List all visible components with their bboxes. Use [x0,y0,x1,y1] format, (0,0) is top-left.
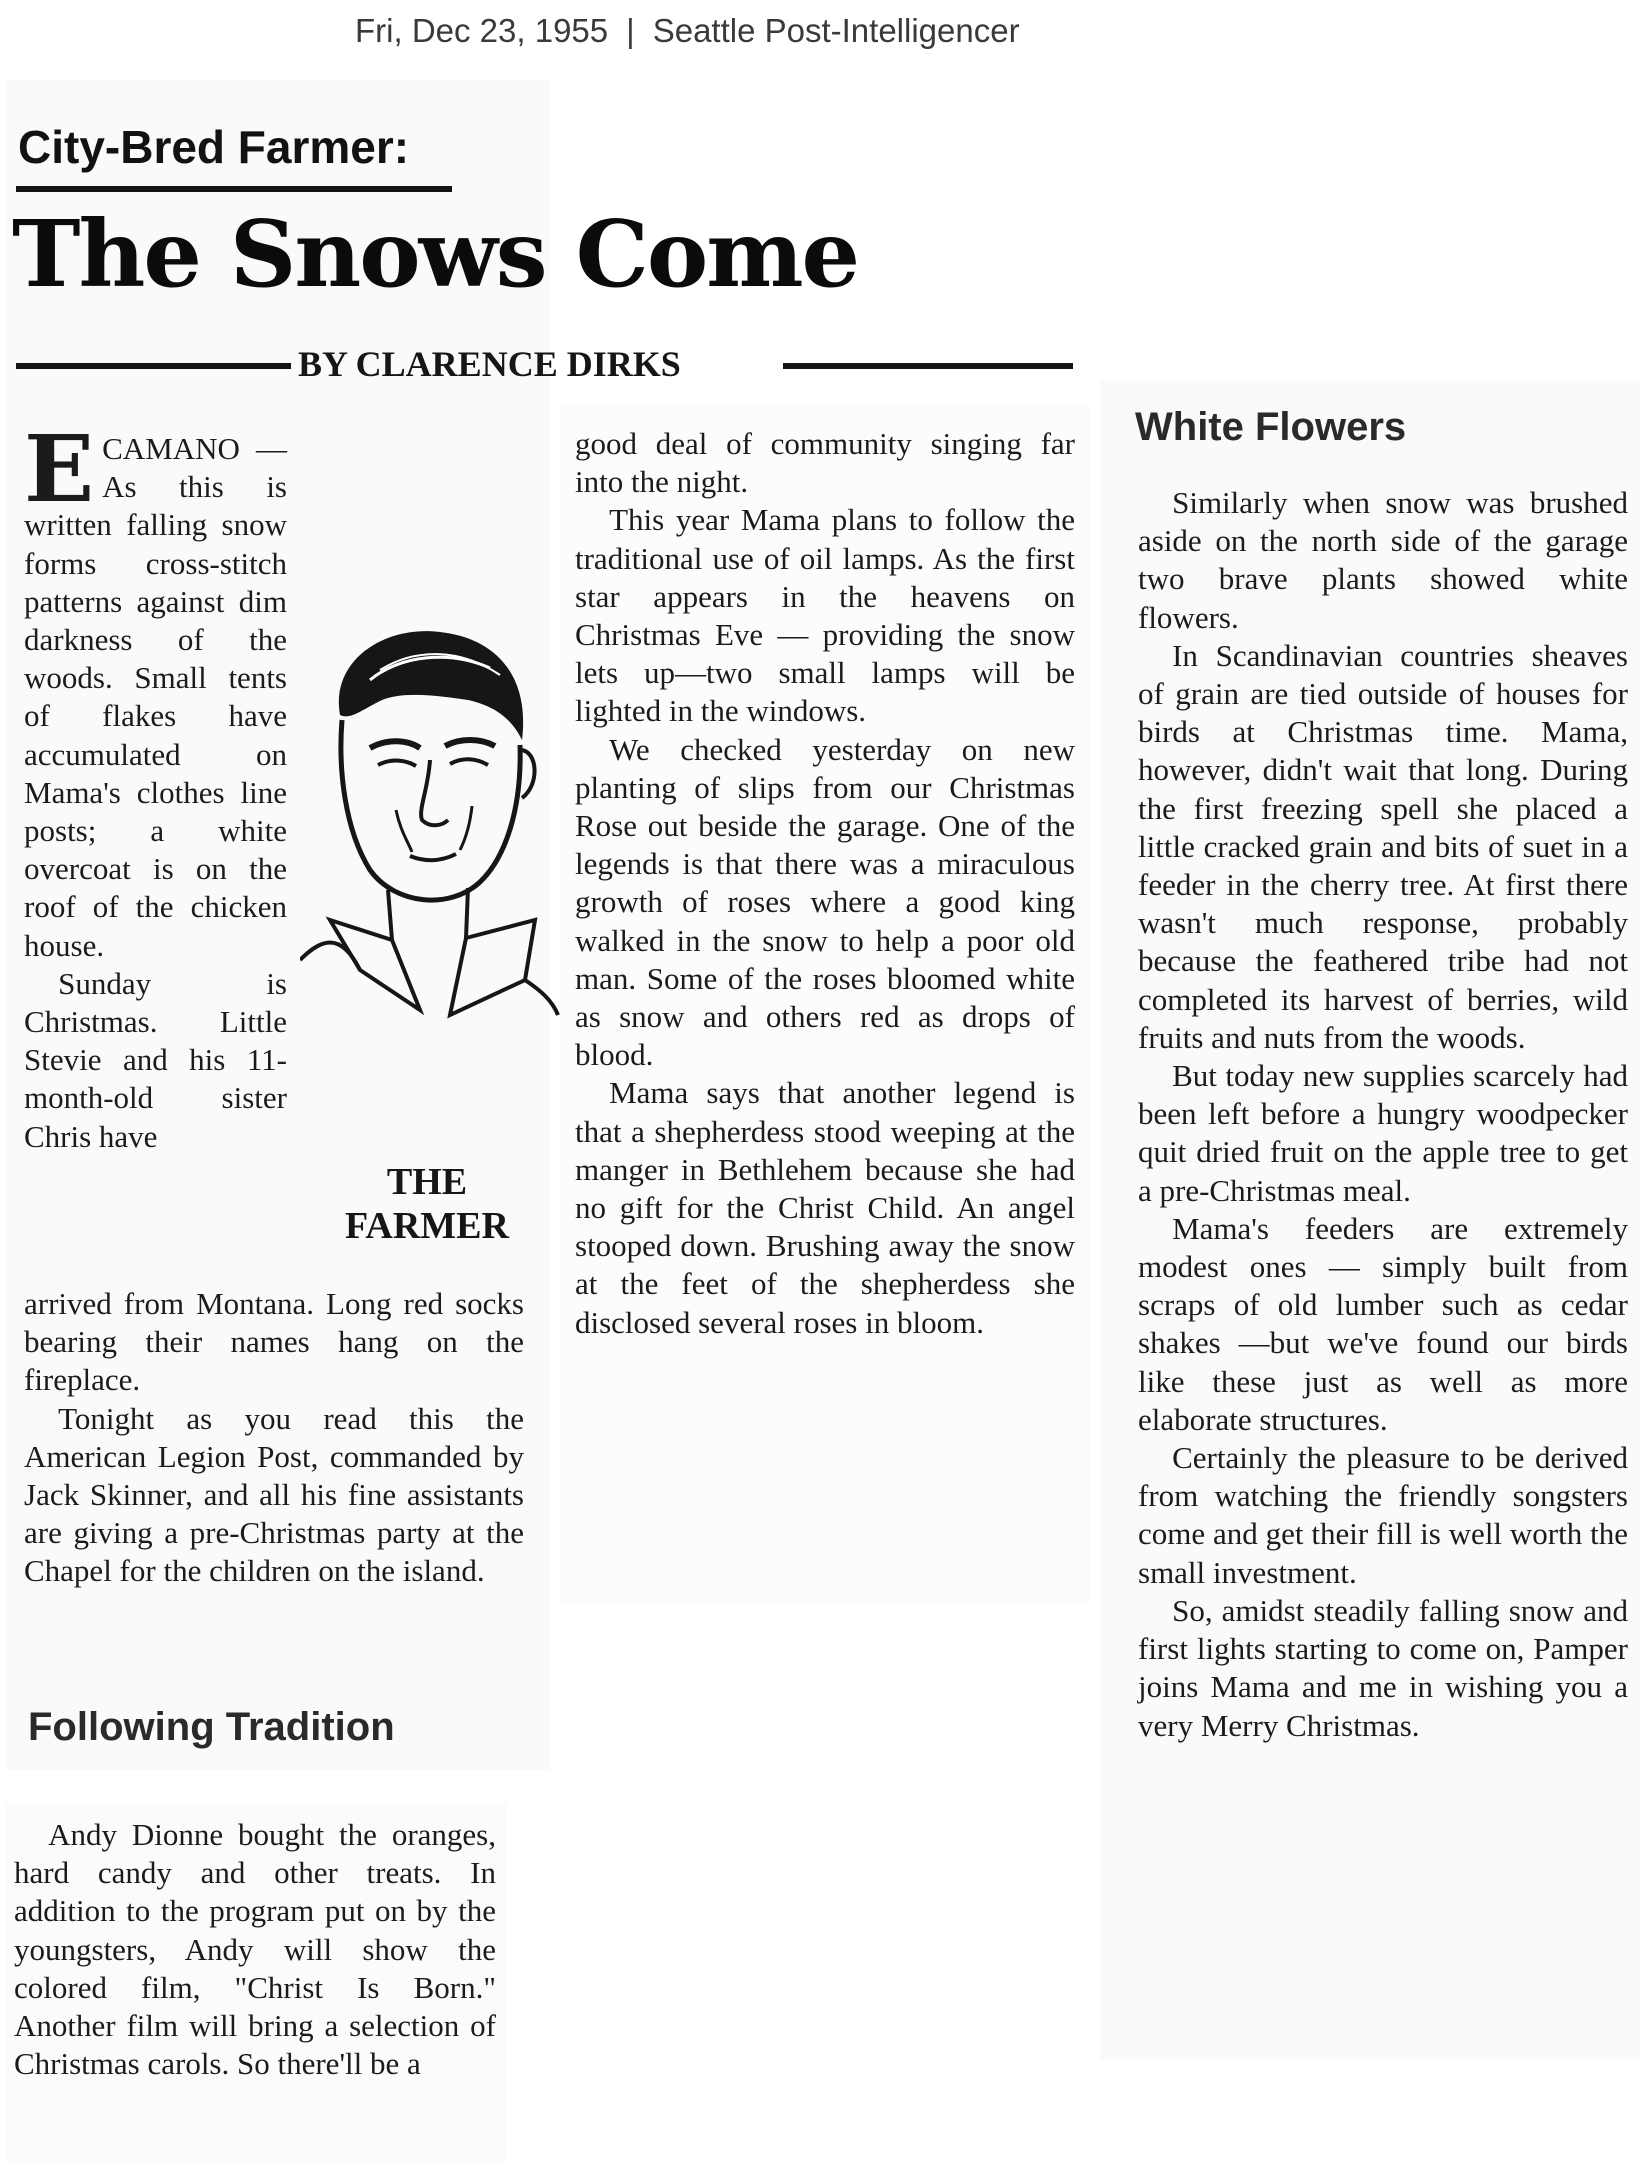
column-3 [1138,484,1628,1745]
farmer-portrait-illustration [300,620,560,1030]
column-1-bottom [14,1816,496,2083]
dateline-separator: | [626,12,635,49]
dateline-date: Fri, Dec 23, 1955 [355,12,609,49]
kicker-rule [16,186,452,192]
drop-cap: E [24,415,95,523]
article-byline: BY CLARENCE DIRKS [298,344,681,384]
caption-line: THE [386,1161,468,1203]
paragraph: In Scandinavian countries sheaves of grain are tied outside of houses for birds at Christmas time. Mama, however, didn't wait that long. During the first freezing spell she placed a little cracked grain and bits of suet in a feeder in the cherry tree. At first there wasn't much response, probably because the feathered tribe had not completed its harvest of berries, wild fruits and nuts from the woods. [1138,637,1628,1055]
paragraph: But today new supplies scarcely had been left before a hungry woodpecker quit dried fruit on the apple tree to get a pre-Christmas meal. [1138,1058,1628,1208]
paragraph: So, amidst steadily falling snow and first lights starting to come on, Pamper joins Mama and me in wishing you a very Merry Christmas. [1138,1592,1628,1743]
paragraph: Certainly the pleasure to be derived from watching the friendly songsters come and get their fill is well worth the small investment. [1138,1440,1628,1590]
column-1-bottom-clipping [6,1803,506,2163]
subhead-white-flowers: White Flowers [1135,405,1407,449]
caption-line: FARMER [345,1205,509,1247]
column-1-top [24,415,287,1156]
byline-rule-right [783,363,1073,369]
illustration-caption [312,1160,542,1248]
paragraph: ECAMANO — As this is written falling snow forms cross-stitch patterns against dim darkness of the woods. Small tents of flakes have accumulated on Mama's clothes line posts; a white overcoat is on the roof of the chicken house. [24,415,287,963]
dateline-publication: Seattle Post-Intelligencer [652,12,1020,49]
column-2 [575,425,1075,1342]
paragraph: Sunday is Christmas. Little Stevie and his 11-month-old sister Chris have [24,965,287,1154]
article-headline: The Snows Come [12,200,859,308]
paragraph: Andy Dionne bought the oranges, hard candy and other treats. In addition to the program put on by the youngsters, Andy will show the colored film, "Christ Is Born." Another film will bring a selection of Christmas carols. So there'll be a [14,1817,496,2082]
dateline [355,12,1255,56]
byline-rule-left [16,363,291,369]
article-kicker: City-Bred Farmer: [18,121,410,173]
paragraph: Tonight as you read this the American Legion Post, commanded by Jack Skinner, and all his fine assistants are giving a pre-Christmas party at the Chapel for the children on the island. [24,1400,524,1589]
paragraph: This year Mama plans to follow the traditional use of oil lamps. As the first star appears in the heavens on Christmas Eve — providing the snow lets up—two small lamps will be lighted in the windows. [575,502,1075,729]
paragraph: Mama's feeders are extremely modest ones — simply built from scraps of old lumber such as cedar shakes —but we've found our birds like these just as well as more elaborate structures. [1138,1210,1628,1437]
subhead-following-tradition: Following Tradition [28,1705,395,1749]
paragraph: Similarly when snow was brushed aside on the north side of the garage two brave plants showed white flowers. [1138,485,1628,635]
column-1-middle [24,1285,524,1591]
paragraph: arrived from Montana. Long red socks bearing their names hang on the fireplace. [24,1286,524,1398]
paragraph: Mama says that another legend is that a shepherdess stood weeping at the manger in Bethlehem because she had no gift for the Christ Child. An angel stooped down. Brushing away the snow at the feet of the shepherdess she disclosed several roses in bloom. [575,1075,1075,1340]
paragraph: good deal of community singing far into the night. [575,426,1075,500]
paragraph: We checked yesterday on new planting of slips from our Christmas Rose out beside the garage. One of the legends is that there was a miraculous growth of roses where a good king walked in the snow to help a poor old man. Some of the roses bloomed white as snow and others red as drops of blood. [575,731,1075,1073]
